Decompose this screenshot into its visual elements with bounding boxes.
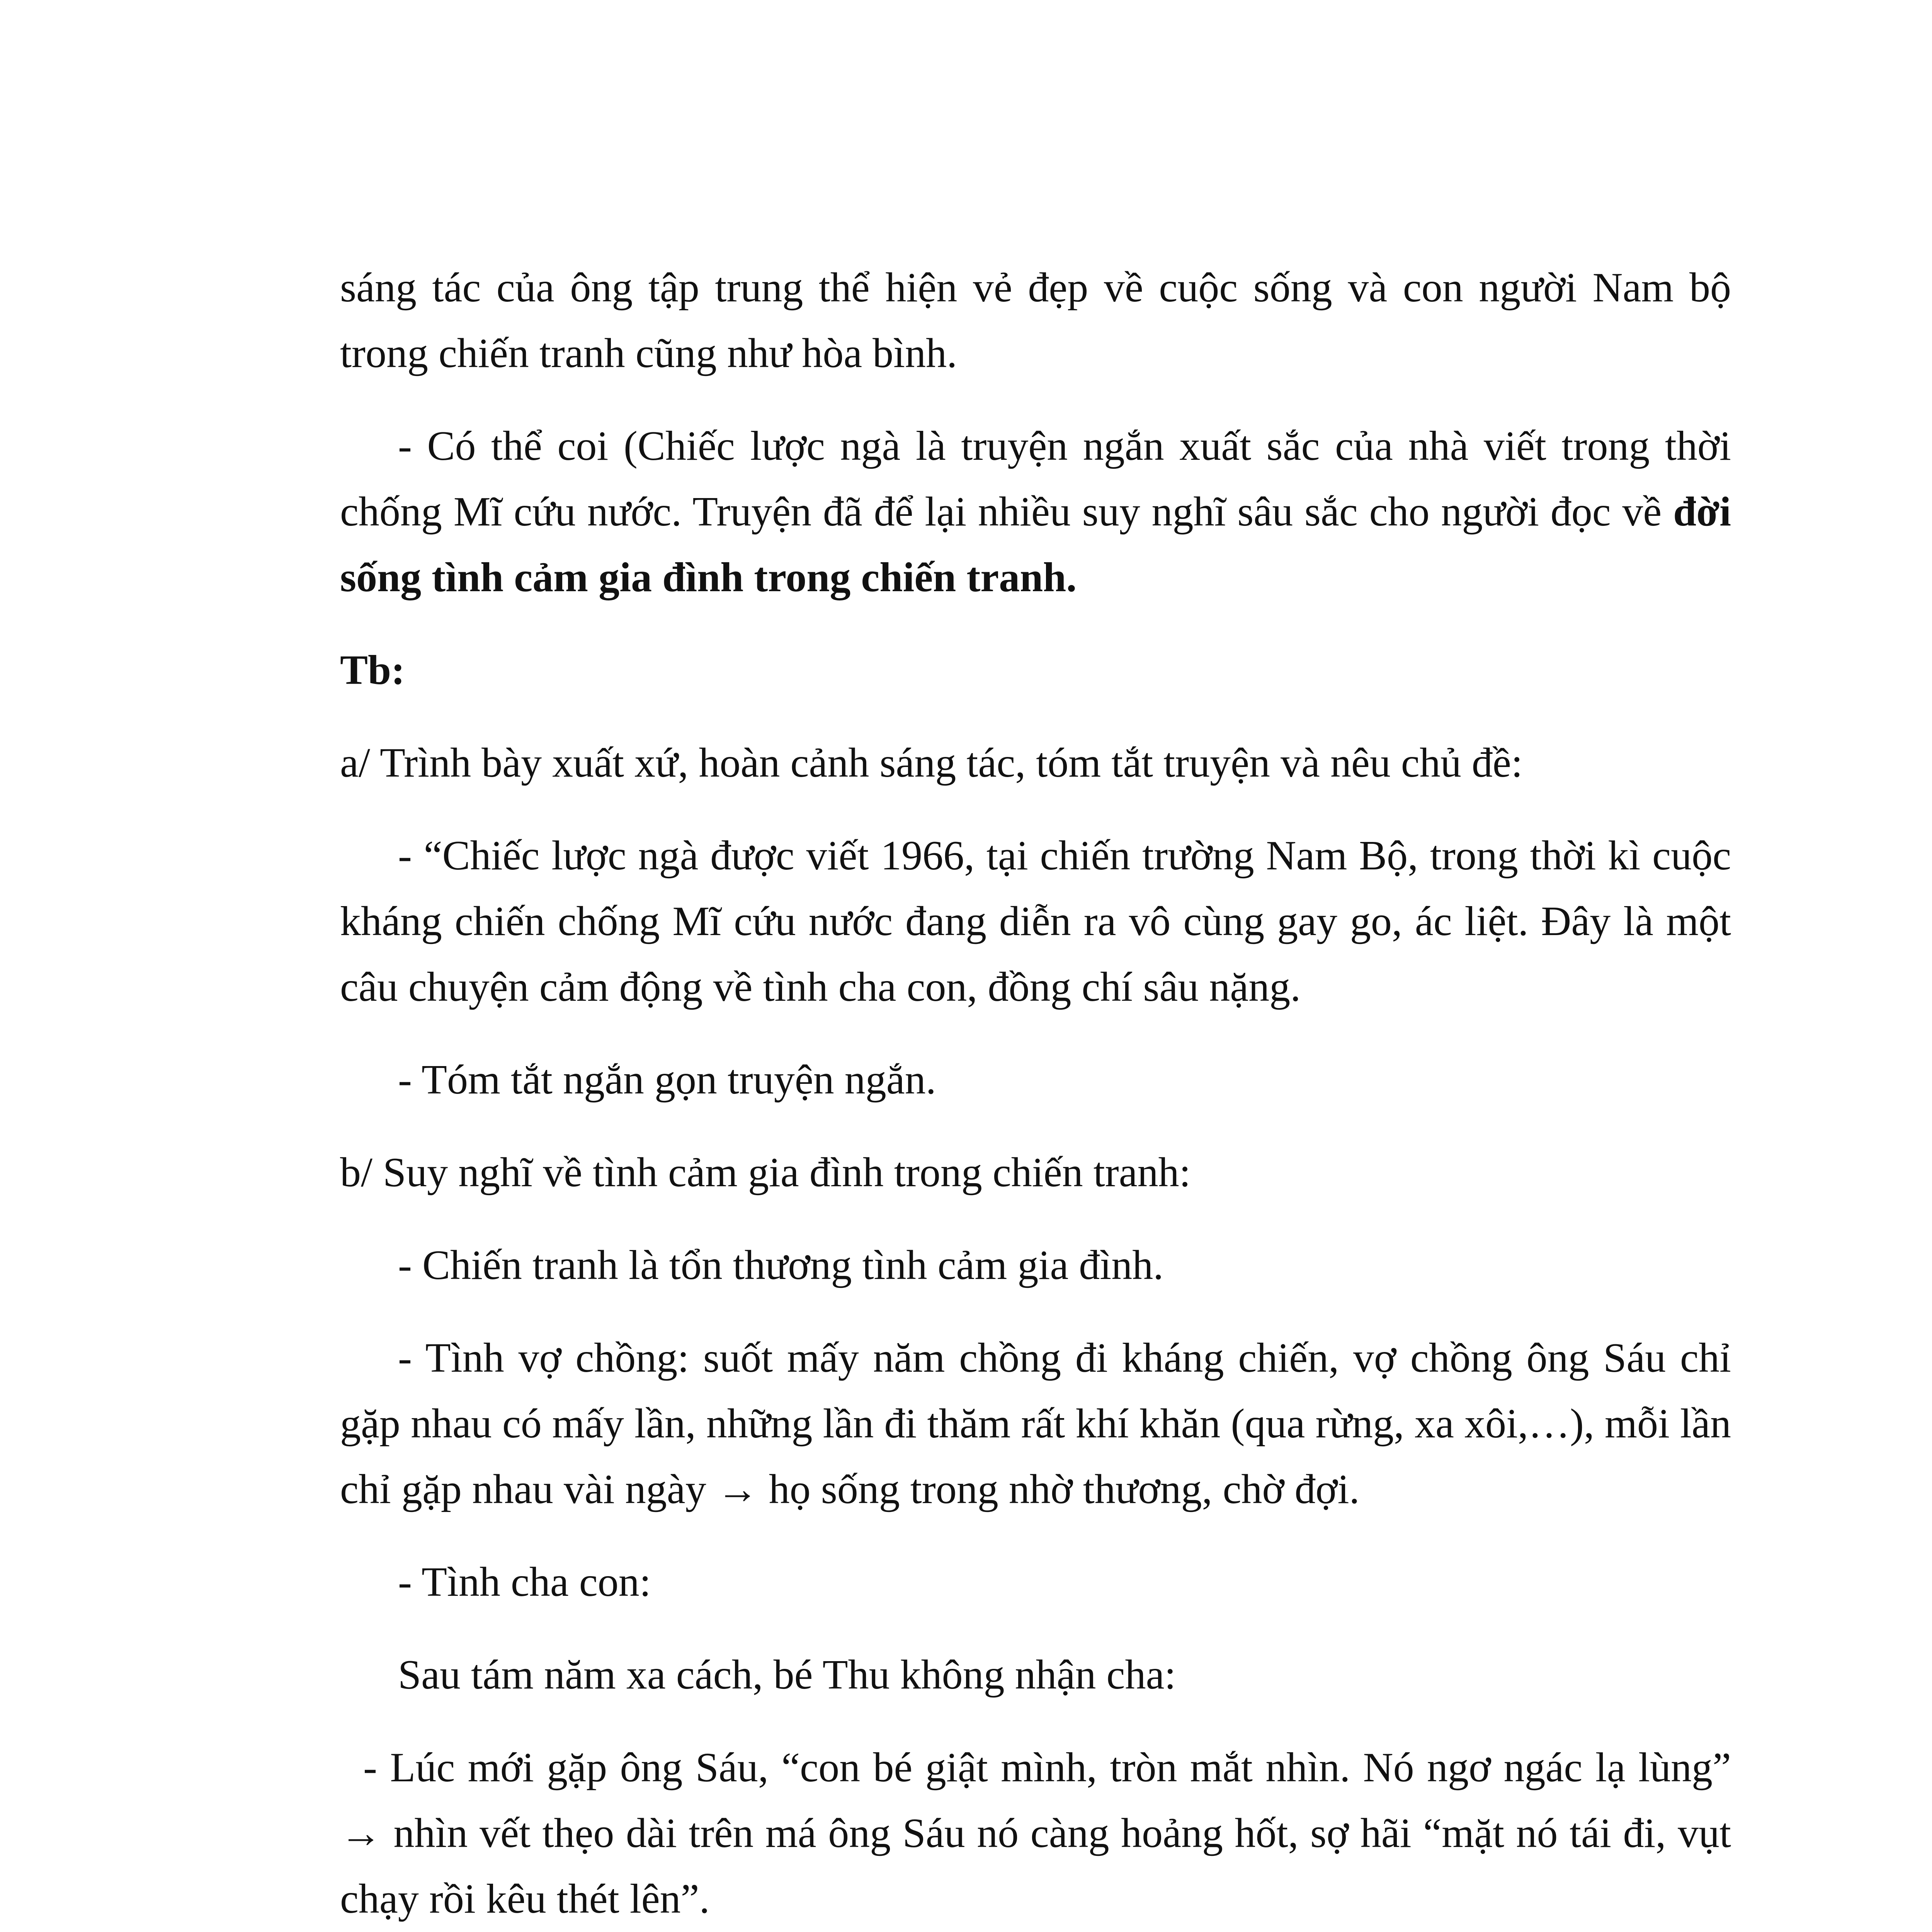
paragraph-1: sáng tác của ông tập trung thể hiện vẻ đẹp về cuộc sống và con người Nam bộ trong chiến tranh cũng như hòa bình. (340, 265, 1731, 376)
document-content (340, 255, 1731, 1932)
paragraph-origin: - “Chiếc lược ngà được viết 1966, tại chiến trường Nam Bộ, trong thời kì cuộc kháng chiến chống Mĩ cứu nước đang diễn ra vô cùng gay go, ác liệt. Đây là một câu chuyện cảm động về tình cha con, đồng chí sâu nặng. (340, 833, 1731, 1010)
paragraph-2-text: - Có thể coi (Chiếc lược ngà là truyện ngắn xuất sắc của nhà viết trong thời chống Mĩ cứu nước. Truyện đã để lại nhiều suy nghĩ sâu sắc cho người đọc về (340, 423, 1731, 535)
paragraph-after-eight-years: Sau tám năm xa cách, bé Thu không nhận cha: (398, 1652, 1176, 1698)
paragraph-father-child: - Tình cha con: (398, 1559, 651, 1605)
paragraph-2-bold-text: đời sống tình cảm gia đình trong chiến tranh. (340, 489, 1731, 600)
paragraph-2 (340, 413, 1731, 611)
paragraph-husband-wife: - Tình vợ chồng: suốt mấy năm chồng đi kháng chiến, vợ chồng ông Sáu chỉ gặp nhau có mấy lần, những lần đi thăm rất khí khăn (qua rừng, xa xôi,…), mỗi lần chỉ gặp nhau vài ngày → họ sống trong nhờ thương, chờ đợi. (340, 1335, 1731, 1512)
section-b-heading: b/ Suy nghĩ về tình cảm gia đình trong chiến tranh: (340, 1150, 1191, 1196)
paragraph-war-impact: - Chiến tranh là tổn thương tình cảm gia đình. (398, 1242, 1164, 1288)
paragraph-first-meeting: - Lúc mới gặp ông Sáu, “con bé giật mình, tròn mắt nhìn. Nó ngơ ngác lạ lùng” → nhìn vết thẹo dài trên má ông Sáu nó càng hoảng hốt, sợ hãi “mặt nó tái đi, vụt chạy rồi kêu thét lên”. (340, 1745, 1731, 1922)
section-a-heading: a/ Trình bày xuất xứ, hoàn cảnh sáng tác, tóm tắt truyện và nêu chủ đề: (340, 740, 1523, 786)
paragraph-summary: - Tóm tắt ngắn gọn truyện ngắn. (398, 1057, 936, 1103)
section-heading-tb: Tb: (340, 647, 405, 693)
